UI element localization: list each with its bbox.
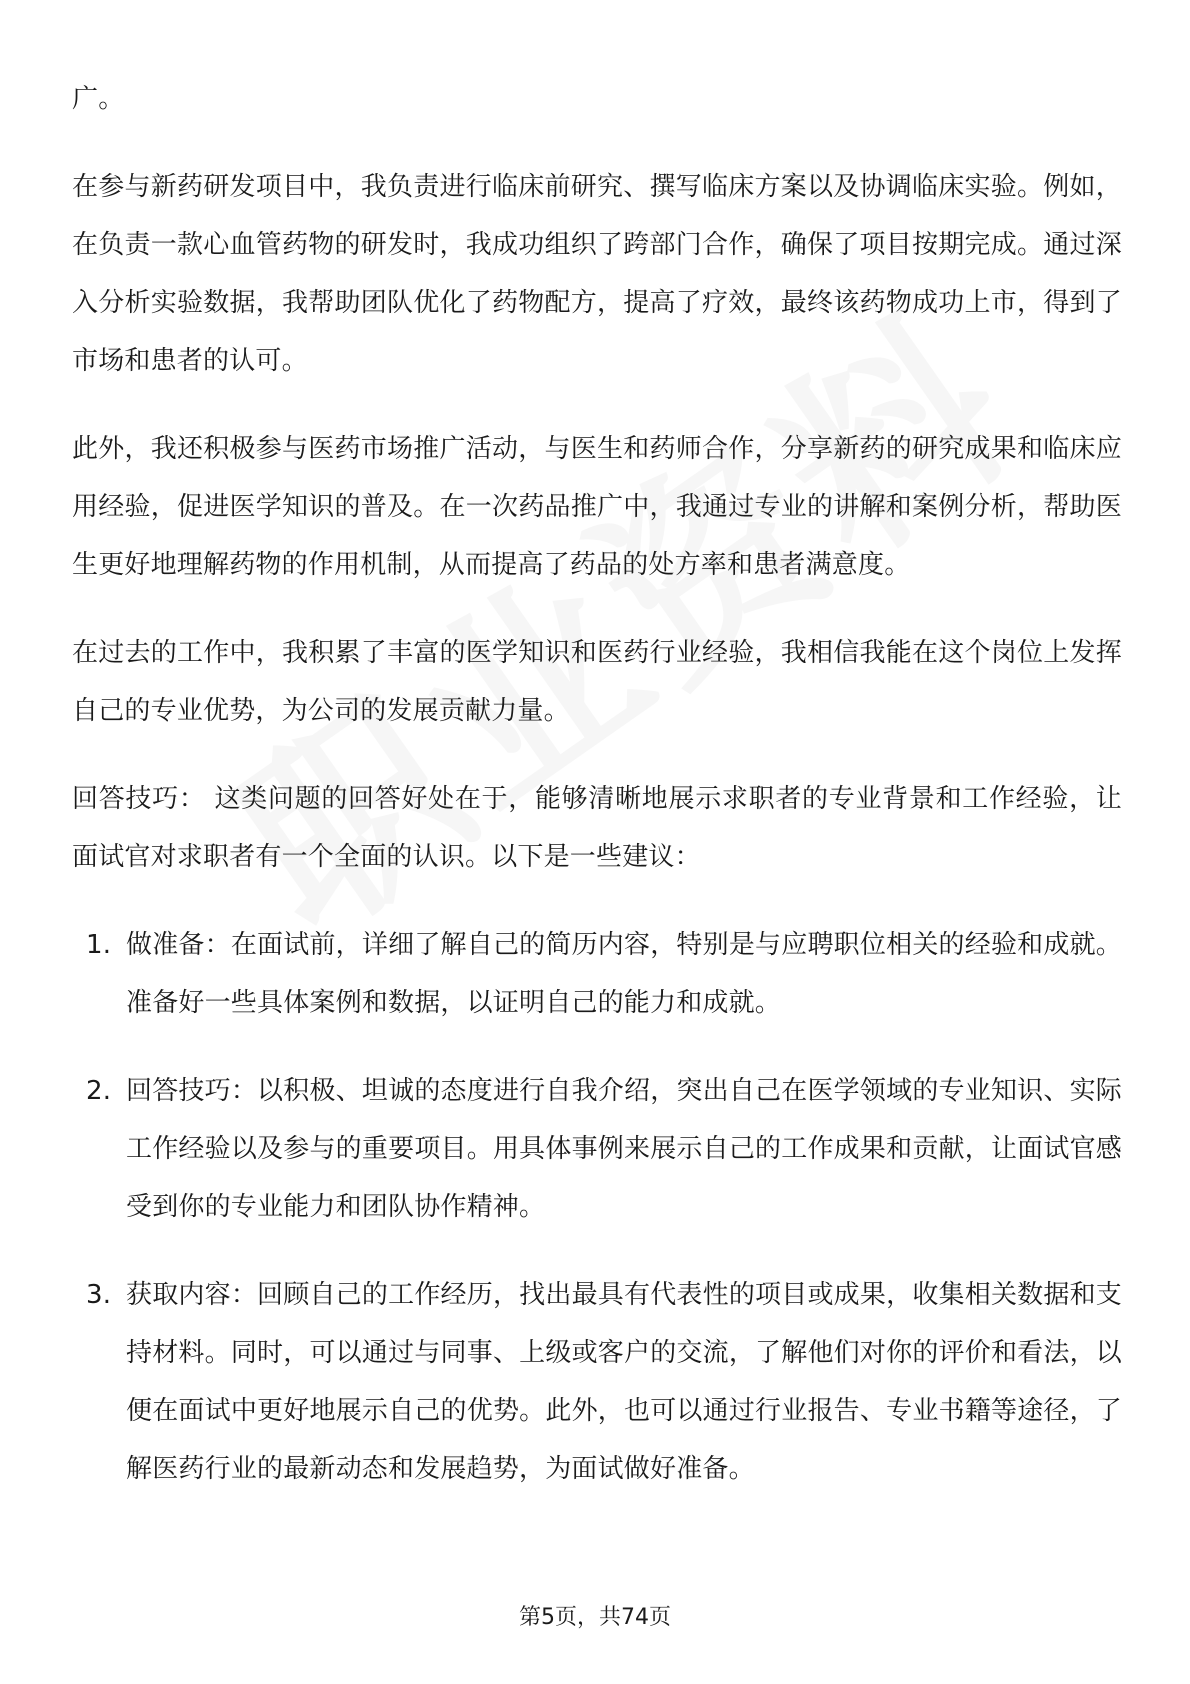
paragraph-summary: 在过去的工作中，我积累了丰富的医学知识和医药行业经验，我相信我能在这个岗位上发挥自己的专业优势，为公司的发展贡献力量。 (72, 638, 1122, 726)
list-item-number: 3. (86, 1280, 112, 1310)
page-number: 第5页，共74页 (519, 1605, 671, 1630)
paragraph-marketing-experience: 此外，我还积极参与医药市场推广活动，与医生和药师合作，分享新药的研究成果和临床应用经验，促进医学知识的普及。在一次药品推广中，我通过专业的讲解和案例分析，帮助医生更好地理解药物的作用机制，从而提高了药品的处方率和患者满意度。 (72, 434, 1122, 580)
list-item-number: 1. (86, 930, 112, 960)
list-item (72, 916, 1122, 1032)
paragraph-research-experience: 在参与新药研发项目中，我负责进行临床前研究、撰写临床方案以及协调临床实验。例如，在负责一款心血管药物的研发时，我成功组织了跨部门合作，确保了项目按期完成。通过深入分析实验数据，我帮助团队优化了药物配方，提高了疗效，最终该药物成功上市，得到了市场和患者的认可。 (72, 172, 1122, 376)
paragraph-continuation: 广。 (72, 84, 125, 114)
list-item-number: 2. (86, 1076, 112, 1106)
list-item (72, 1266, 1122, 1498)
list-item-text: 回答技巧：以积极、坦诚的态度进行自我介绍，突出自己在医学领域的专业知识、实际工作经验以及参与的重要项目。用具体事例来展示自己的工作成果和贡献，让面试官感受到你的专业能力和团队协作精神。 (126, 1076, 1122, 1222)
tips-list (72, 916, 1122, 1498)
page-content (72, 70, 1122, 1528)
list-item-text: 做准备：在面试前，详细了解自己的简历内容，特别是与应聘职位相关的经验和成就。准备好一些具体案例和数据，以证明自己的能力和成就。 (126, 930, 1122, 1018)
paragraph-answer-tips: 回答技巧： 这类问题的回答好处在于，能够清晰地展示求职者的专业背景和工作经验，让面试官对求职者有一个全面的认识。以下是一些建议： (72, 784, 1123, 872)
list-item-text: 获取内容：回顾自己的工作经历，找出最具有代表性的项目或成果，收集相关数据和支持材料。同时，可以通过与同事、上级或客户的交流，了解他们对你的评价和看法，以便在面试中更好地展示自己的优势。此外，也可以通过行业报告、专业书籍等途径，了解医药行业的最新动态和发展趋势，为面试做好准备。 (126, 1280, 1122, 1484)
list-item (72, 1062, 1122, 1236)
